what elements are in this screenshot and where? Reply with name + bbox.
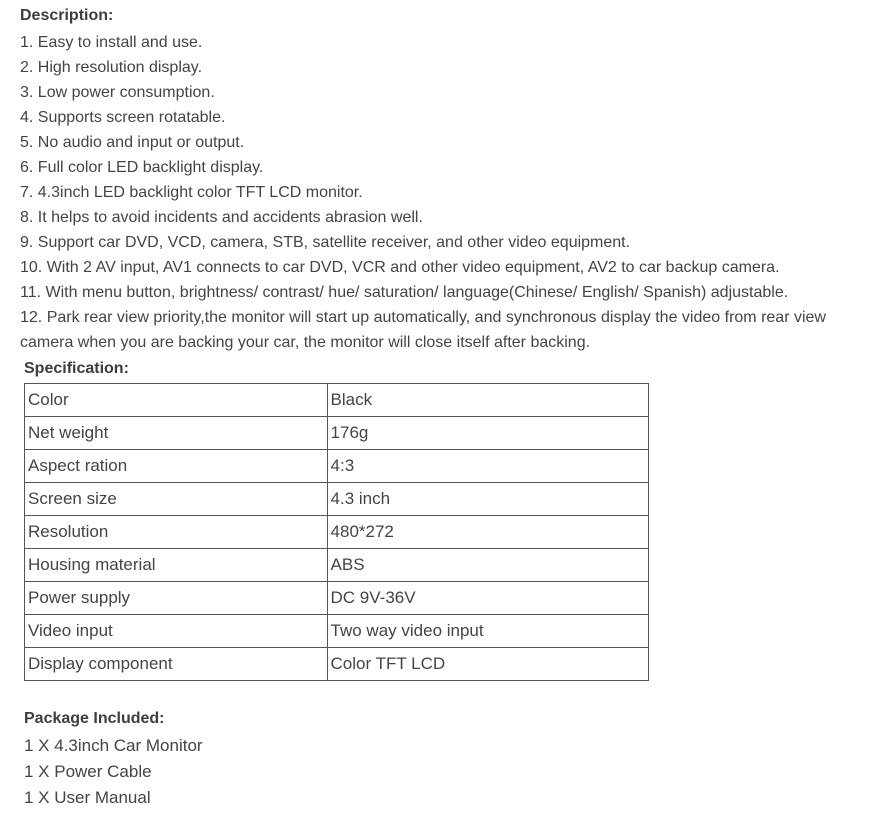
- description-item: 9. Support car DVD, VCD, camera, STB, satellite receiver, and other video equipment.: [20, 234, 631, 251]
- spec-value-cell: DC 9V-36V: [327, 582, 648, 615]
- description-item: 2. High resolution display.: [20, 59, 203, 76]
- description-item: 12. Park rear view priority,the monitor will start up automatically, and synchronous display the video from rear view camera when you are backing your car, the monitor will close itself after backing.: [20, 309, 826, 351]
- spec-name-cell: Housing material: [25, 549, 328, 582]
- spec-name-cell: Video input: [25, 615, 328, 648]
- specification-table: [24, 383, 649, 681]
- description-item: 1. Easy to install and use.: [20, 34, 203, 51]
- description-item: 10. With 2 AV input, AV1 connects to car DVD, VCR and other video equipment, AV2 to car backup camera.: [20, 259, 780, 276]
- description-item: 8. It helps to avoid incidents and accidents abrasion well.: [20, 209, 423, 226]
- description-item: 11. With menu button, brightness/ contrast/ hue/ saturation/ language(Chinese/ English/ Spanish) adjustable.: [20, 284, 789, 301]
- package-item: 1 X Power Cable: [24, 762, 152, 781]
- description-item: 6. Full color LED backlight display.: [20, 159, 264, 176]
- description-item: 4. Supports screen rotatable.: [20, 109, 226, 126]
- spec-name-cell: Resolution: [25, 516, 328, 549]
- description-list: [20, 30, 872, 355]
- table-row: [25, 417, 649, 450]
- table-row: [25, 582, 649, 615]
- spec-value-cell: Black: [327, 384, 648, 417]
- specification-heading: Specification:: [24, 360, 129, 377]
- spec-value-cell: 4:3: [327, 450, 648, 483]
- description-heading: Description:: [20, 7, 114, 24]
- spec-value-cell: Color TFT LCD: [327, 648, 648, 681]
- package-list: [24, 733, 203, 811]
- package-item: 1 X 4.3inch Car Monitor: [24, 736, 203, 755]
- spec-name-cell: Display component: [25, 648, 328, 681]
- table-row: [25, 483, 649, 516]
- table-row: [25, 549, 649, 582]
- spec-name-cell: Net weight: [25, 417, 328, 450]
- spec-value-cell: 4.3 inch: [327, 483, 648, 516]
- package-heading: Package Included:: [24, 710, 165, 727]
- spec-name-cell: Power supply: [25, 582, 328, 615]
- spec-value-cell: 176g: [327, 417, 648, 450]
- spec-name-cell: Aspect ration: [25, 450, 328, 483]
- spec-value-cell: Two way video input: [327, 615, 648, 648]
- spec-name-cell: Screen size: [25, 483, 328, 516]
- spec-value-cell: ABS: [327, 549, 648, 582]
- table-row: [25, 384, 649, 417]
- spec-name-cell: Color: [25, 384, 328, 417]
- description-item: 7. 4.3inch LED backlight color TFT LCD monitor.: [20, 184, 363, 201]
- description-item: 3. Low power consumption.: [20, 84, 215, 101]
- package-item: 1 X User Manual: [24, 788, 151, 807]
- table-row: [25, 450, 649, 483]
- table-row: [25, 648, 649, 681]
- spec-value-cell: 480*272: [327, 516, 648, 549]
- description-item: 5. No audio and input or output.: [20, 134, 245, 151]
- table-row: [25, 516, 649, 549]
- table-row: [25, 615, 649, 648]
